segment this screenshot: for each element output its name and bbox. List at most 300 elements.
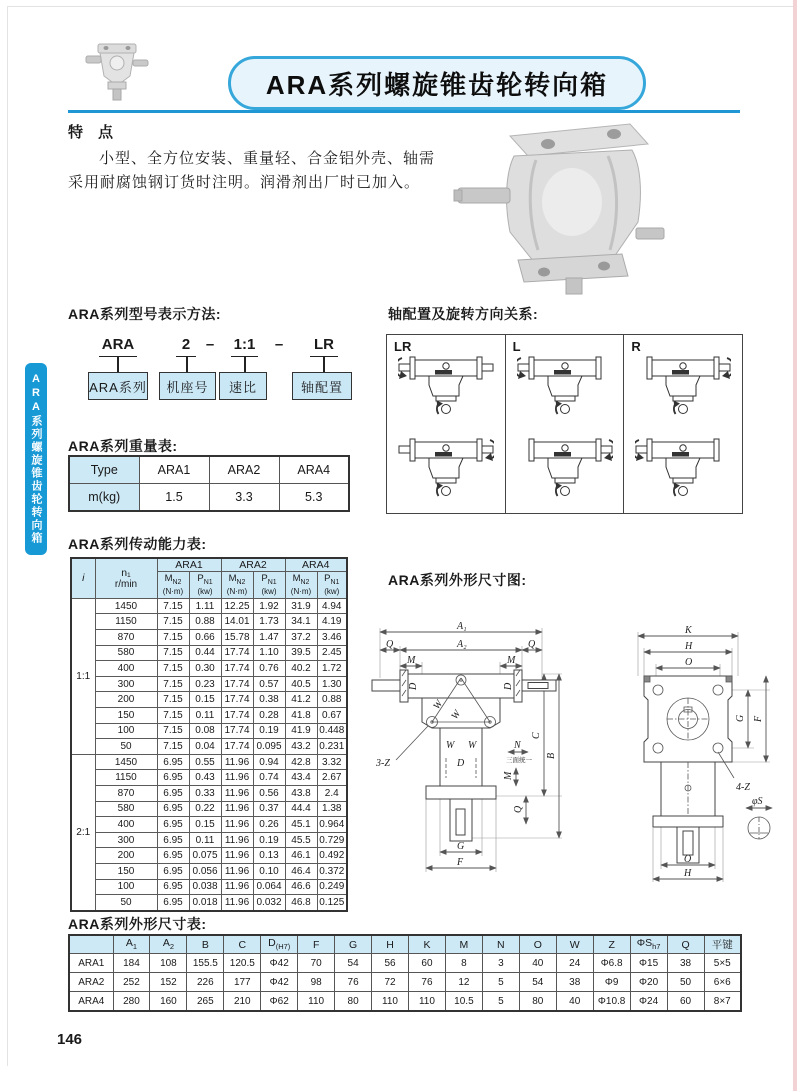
capacity-value-cell: 0.11 xyxy=(189,708,221,724)
capacity-value-cell: 1.30 xyxy=(317,676,347,692)
dim-value-cell: 8×7 xyxy=(704,992,741,1012)
capacity-value-cell: 17.74 xyxy=(221,676,253,692)
dim-value-cell: Φ62 xyxy=(261,992,298,1012)
rpm-cell: 100 xyxy=(95,879,157,895)
capacity-value-cell: 6.95 xyxy=(157,879,189,895)
capacity-value-cell: 0.729 xyxy=(317,832,347,848)
gearbox-diagram xyxy=(517,431,613,510)
capacity-value-cell: 43.2 xyxy=(285,739,317,755)
designation-box-ratio: 速比 xyxy=(219,372,267,400)
capacity-value-cell: 0.33 xyxy=(189,786,221,802)
gearbox-diagram xyxy=(398,431,494,510)
capacity-value-cell: 0.064 xyxy=(253,879,285,895)
capacity-value-cell: 3.32 xyxy=(317,754,347,770)
weight-value: 1.5 xyxy=(139,484,209,512)
rpm-cell: 1150 xyxy=(95,614,157,630)
side-view-drawing xyxy=(614,622,789,887)
designation-box-series: ARA系列 xyxy=(88,372,148,400)
capacity-row xyxy=(71,723,347,739)
dim-value-cell: 12 xyxy=(445,973,482,992)
capacity-value-cell: 0.038 xyxy=(189,879,221,895)
weight-header-type: Type xyxy=(69,456,139,484)
svg-text:D: D xyxy=(503,682,514,690)
dim-header-cell: O xyxy=(519,935,556,954)
capacity-value-cell: 0.448 xyxy=(317,723,347,739)
svg-text:Q: Q xyxy=(386,639,394,650)
rpm-cell: 300 xyxy=(95,676,157,692)
capacity-value-cell: 6.95 xyxy=(157,754,189,770)
features-line-2: 采用耐腐蚀钢订货时注明。润滑剂出厂时已加入。 xyxy=(68,174,421,191)
dim-header-cell: $D_{(H7)}$ xyxy=(261,935,298,954)
svg-text:O: O xyxy=(684,854,692,865)
svg-text:3-Z: 3-Z xyxy=(376,758,390,769)
dim-header-cell: K xyxy=(409,935,446,954)
capacity-value-cell: 3.46 xyxy=(317,630,347,646)
dim-value-cell: 56 xyxy=(372,954,409,973)
capacity-value-cell: 11.96 xyxy=(221,786,253,802)
capacity-value-cell: 6.95 xyxy=(157,801,189,817)
svg-text:G: G xyxy=(457,841,465,852)
rpm-cell: 300 xyxy=(95,832,157,848)
capacity-subcol-power: $P_{N1}$ (kw) xyxy=(317,572,347,599)
svg-text:N: N xyxy=(514,740,521,751)
gearbox-thumbnail-photo xyxy=(84,36,150,102)
dim-table-head-row xyxy=(69,935,741,954)
rpm-cell: 1150 xyxy=(95,770,157,786)
dim-value-cell: 70 xyxy=(298,954,335,973)
capacity-value-cell: 45.1 xyxy=(285,817,317,833)
capacity-value-cell: 1.73 xyxy=(253,614,285,630)
capacity-table-body xyxy=(71,598,347,910)
dim-value-cell: 152 xyxy=(150,973,187,992)
capacity-value-cell: 2.67 xyxy=(317,770,347,786)
capacity-value-cell: 46.4 xyxy=(285,863,317,879)
capacity-value-cell: 0.11 xyxy=(189,832,221,848)
capacity-value-cell: 31.9 xyxy=(285,598,317,614)
dim-value-cell: 10.5 xyxy=(445,992,482,1012)
capacity-value-cell: 11.96 xyxy=(221,801,253,817)
capacity-col-ara2: ARA2 xyxy=(221,558,285,572)
capacity-row xyxy=(71,692,347,708)
svg-text:D: D xyxy=(408,682,419,690)
capacity-value-cell: 0.372 xyxy=(317,863,347,879)
connector-line xyxy=(323,357,325,372)
dim-model-cell: ARA2 xyxy=(69,973,113,992)
svg-text:M: M xyxy=(507,655,516,666)
weight-header-model: ARA2 xyxy=(209,456,279,484)
designation-token-ratio: 1:1 xyxy=(231,336,258,357)
designation-box-size: 机座号 xyxy=(159,372,216,400)
capacity-value-cell: 17.74 xyxy=(221,661,253,677)
capacity-value-cell: 43.4 xyxy=(285,770,317,786)
dim-value-cell: 110 xyxy=(372,992,409,1012)
capacity-value-cell: 6.95 xyxy=(157,786,189,802)
dim-model-cell: ARA4 xyxy=(69,992,113,1012)
axis-cell-lr xyxy=(387,335,506,513)
weight-value: 5.3 xyxy=(279,484,349,512)
svg-text:A₁: A₁ xyxy=(457,621,467,632)
capacity-value-cell: 0.94 xyxy=(253,754,285,770)
capacity-value-cell: 0.43 xyxy=(189,770,221,786)
capacity-value-cell: 7.15 xyxy=(157,598,189,614)
svg-text:F: F xyxy=(457,857,464,868)
capacity-value-cell: 0.19 xyxy=(253,723,285,739)
capacity-row xyxy=(71,848,347,864)
dim-value-cell: 155.5 xyxy=(187,954,224,973)
dim-value-cell: 3 xyxy=(482,954,519,973)
dim-value-cell: 54 xyxy=(519,973,556,992)
dim-value-cell: 5×5 xyxy=(704,954,741,973)
capacity-value-cell: 7.15 xyxy=(157,630,189,646)
dim-value-cell: 98 xyxy=(298,973,335,992)
dim-value-cell: 60 xyxy=(409,954,446,973)
capacity-value-cell: 11.96 xyxy=(221,879,253,895)
dim-value-cell: 72 xyxy=(372,973,409,992)
capacity-value-cell: 0.125 xyxy=(317,895,347,911)
capacity-value-cell: 2.4 xyxy=(317,786,347,802)
speed-ratio-cell: 1:1 xyxy=(71,598,95,754)
dim-value-cell: 5 xyxy=(482,973,519,992)
dim-value-cell: Φ10.8 xyxy=(593,992,630,1012)
designation-token-shaft: LR xyxy=(310,336,338,357)
dim-header-cell: G xyxy=(335,935,372,954)
dim-model-cell: ARA1 xyxy=(69,954,113,973)
dim-value-cell: 110 xyxy=(409,992,446,1012)
dimension-table-title: ARA系列外形尺寸表: xyxy=(68,916,207,932)
rpm-cell: 870 xyxy=(95,786,157,802)
designation-dash: – xyxy=(205,336,215,353)
axis-cell-label: LR xyxy=(394,339,412,354)
rpm-cell: 400 xyxy=(95,817,157,833)
dim-value-cell: Φ24 xyxy=(630,992,667,1012)
dim-table-body xyxy=(69,954,741,1012)
features-heading: 特 点 xyxy=(68,124,114,141)
capacity-value-cell: 46.1 xyxy=(285,848,317,864)
capacity-value-cell: 6.95 xyxy=(157,863,189,879)
rpm-cell: 870 xyxy=(95,630,157,646)
axis-cell-l xyxy=(506,335,625,513)
capacity-value-cell: 0.38 xyxy=(253,692,285,708)
designation-token-series: ARA xyxy=(99,336,137,357)
connector-line xyxy=(244,357,246,372)
capacity-row xyxy=(71,708,347,724)
dim-header-cell: H xyxy=(372,935,409,954)
capacity-row xyxy=(71,739,347,755)
capacity-value-cell: 40.2 xyxy=(285,661,317,677)
capacity-value-cell: 6.95 xyxy=(157,832,189,848)
dim-value-cell: 265 xyxy=(187,992,224,1012)
dim-header-cell: Z xyxy=(593,935,630,954)
capacity-value-cell: 0.57 xyxy=(253,676,285,692)
capacity-value-cell: 7.15 xyxy=(157,661,189,677)
dim-header-cell: 平键 xyxy=(704,935,741,954)
weight-row-label: m(kg) xyxy=(69,484,139,512)
svg-text:C: C xyxy=(531,732,542,739)
designation-box-shaft: 轴配置 xyxy=(292,372,352,400)
svg-text:W: W xyxy=(446,740,455,751)
capacity-value-cell: 41.2 xyxy=(285,692,317,708)
capacity-value-cell: 0.15 xyxy=(189,692,221,708)
capacity-value-cell: 17.74 xyxy=(221,708,253,724)
dim-value-cell: 54 xyxy=(335,954,372,973)
capacity-value-cell: 17.74 xyxy=(221,739,253,755)
svg-text:A₂: A₂ xyxy=(457,639,467,650)
capacity-row xyxy=(71,645,347,661)
capacity-value-cell: 0.19 xyxy=(253,832,285,848)
weight-header-model: ARA4 xyxy=(279,456,349,484)
capacity-value-cell: 15.78 xyxy=(221,630,253,646)
capacity-value-cell: 0.249 xyxy=(317,879,347,895)
capacity-value-cell: 46.8 xyxy=(285,895,317,911)
capacity-value-cell: 1.11 xyxy=(189,598,221,614)
capacity-col-n1: n₁ r/min xyxy=(95,558,157,598)
svg-text:M: M xyxy=(503,771,514,780)
capacity-value-cell: 4.19 xyxy=(317,614,347,630)
capacity-row xyxy=(71,832,347,848)
rpm-cell: 400 xyxy=(95,661,157,677)
svg-text:H: H xyxy=(684,868,692,879)
capacity-value-cell: 17.74 xyxy=(221,692,253,708)
capacity-value-cell: 0.56 xyxy=(253,786,285,802)
capacity-col-ara4: ARA4 xyxy=(285,558,347,572)
svg-text:W: W xyxy=(468,740,477,751)
rpm-cell: 150 xyxy=(95,708,157,724)
capacity-value-cell: 1.47 xyxy=(253,630,285,646)
capacity-value-cell: 43.8 xyxy=(285,786,317,802)
capacity-value-cell: 6.95 xyxy=(157,817,189,833)
dim-value-cell: Φ42 xyxy=(261,973,298,992)
capacity-subcol-torque: $M_{N2}$ (N·m) xyxy=(157,572,189,599)
dim-value-cell: 6×6 xyxy=(704,973,741,992)
rpm-cell: 150 xyxy=(95,863,157,879)
capacity-row xyxy=(71,786,347,802)
capacity-value-cell: 0.964 xyxy=(317,817,347,833)
capacity-row xyxy=(71,770,347,786)
capacity-value-cell: 6.95 xyxy=(157,848,189,864)
capacity-col-ara1: ARA1 xyxy=(157,558,221,572)
rpm-cell: 200 xyxy=(95,848,157,864)
dimension-table xyxy=(68,934,742,1012)
axis-cell-label: L xyxy=(512,339,521,354)
capacity-value-cell: 4.94 xyxy=(317,598,347,614)
capacity-row xyxy=(71,754,347,770)
capacity-value-cell: 45.5 xyxy=(285,832,317,848)
dim-value-cell: 177 xyxy=(224,973,261,992)
capacity-row xyxy=(71,895,347,911)
capacity-row xyxy=(71,801,347,817)
capacity-value-cell: 17.74 xyxy=(221,723,253,739)
designation-title: ARA系列型号表示方法: xyxy=(68,306,221,322)
capacity-value-cell: 0.04 xyxy=(189,739,221,755)
dim-value-cell: 184 xyxy=(113,954,150,973)
capacity-value-cell: 37.2 xyxy=(285,630,317,646)
capacity-value-cell: 0.76 xyxy=(253,661,285,677)
dim-header-cell: C xyxy=(224,935,261,954)
gearbox-diagram xyxy=(398,349,494,428)
capacity-value-cell: 7.15 xyxy=(157,692,189,708)
svg-text:B: B xyxy=(546,752,557,759)
capacity-value-cell: 0.15 xyxy=(189,817,221,833)
capacity-value-cell: 7.15 xyxy=(157,723,189,739)
dim-value-cell: 38 xyxy=(667,954,704,973)
page-title: ARA系列螺旋锥齿轮转向箱 xyxy=(228,56,646,110)
dim-value-cell: 280 xyxy=(113,992,150,1012)
dim-value-cell: 60 xyxy=(667,992,704,1012)
weight-header-model: ARA1 xyxy=(139,456,209,484)
capacity-value-cell: 39.5 xyxy=(285,645,317,661)
capacity-value-cell: 0.26 xyxy=(253,817,285,833)
dim-row xyxy=(69,992,741,1012)
weight-table xyxy=(68,455,350,512)
dim-value-cell: 80 xyxy=(335,992,372,1012)
rpm-cell: 200 xyxy=(95,692,157,708)
dim-header-cell xyxy=(69,935,113,954)
capacity-value-cell: 0.74 xyxy=(253,770,285,786)
svg-text:Q: Q xyxy=(513,805,524,813)
dim-header-cell: F xyxy=(298,935,335,954)
product-photo xyxy=(452,110,667,296)
capacity-value-cell: 0.30 xyxy=(189,661,221,677)
capacity-value-cell: 0.67 xyxy=(317,708,347,724)
capacity-value-cell: 0.032 xyxy=(253,895,285,911)
svg-text:W: W xyxy=(431,698,446,712)
dimension-figure-title: ARA系列外形尺寸图: xyxy=(388,572,527,588)
capacity-value-cell: 17.74 xyxy=(221,645,253,661)
capacity-value-cell: 0.492 xyxy=(317,848,347,864)
dim-header-cell: B xyxy=(187,935,224,954)
connector-line xyxy=(186,357,188,372)
dim-value-cell: 40 xyxy=(556,992,593,1012)
capacity-value-cell: 0.28 xyxy=(253,708,285,724)
capacity-value-cell: 34.1 xyxy=(285,614,317,630)
page-edge-right xyxy=(793,0,797,1091)
capacity-value-cell: 11.96 xyxy=(221,770,253,786)
capacity-value-cell: 46.6 xyxy=(285,879,317,895)
svg-text:Q: Q xyxy=(528,639,536,650)
axis-config-box xyxy=(386,334,743,514)
svg-text:三面统一: 三面统一 xyxy=(506,757,532,764)
front-view-drawing xyxy=(362,618,587,888)
capacity-value-cell: 1.92 xyxy=(253,598,285,614)
rpm-cell: 1450 xyxy=(95,754,157,770)
page-number: 146 xyxy=(57,1031,83,1048)
capacity-value-cell: 0.44 xyxy=(189,645,221,661)
dim-value-cell: 40 xyxy=(519,954,556,973)
capacity-value-cell: 44.4 xyxy=(285,801,317,817)
features-line-1: 小型、全方位安装、重量轻、合金铝外壳、轴需 xyxy=(99,150,436,167)
svg-text:F: F xyxy=(753,715,764,722)
rpm-cell: 100 xyxy=(95,723,157,739)
dim-row xyxy=(69,973,741,992)
dim-value-cell: 120.5 xyxy=(224,954,261,973)
capacity-subcol-power: $P_{N1}$ (kw) xyxy=(253,572,285,599)
capacity-value-cell: 11.96 xyxy=(221,832,253,848)
axis-config-title: 轴配置及旋转方向关系: xyxy=(388,306,539,322)
capacity-value-cell: 1.38 xyxy=(317,801,347,817)
dim-header-cell: N xyxy=(482,935,519,954)
svg-text:D: D xyxy=(457,758,465,769)
svg-text:M: M xyxy=(407,655,416,666)
capacity-value-cell: 41.9 xyxy=(285,723,317,739)
rpm-cell: 580 xyxy=(95,801,157,817)
capacity-value-cell: 1.72 xyxy=(317,661,347,677)
svg-text:4-Z: 4-Z xyxy=(736,782,750,793)
svg-text:φS: φS xyxy=(752,796,763,807)
axis-cell-r xyxy=(624,335,742,513)
dim-value-cell: 110 xyxy=(298,992,335,1012)
dim-value-cell: 80 xyxy=(519,992,556,1012)
capacity-value-cell: 11.96 xyxy=(221,817,253,833)
capacity-row xyxy=(71,879,347,895)
capacity-subcol-power: $P_{N1}$ (kw) xyxy=(189,572,221,599)
capacity-value-cell: 2.45 xyxy=(317,645,347,661)
dim-value-cell: 50 xyxy=(667,973,704,992)
dim-value-cell: 160 xyxy=(150,992,187,1012)
dim-value-cell: 210 xyxy=(224,992,261,1012)
dim-value-cell: 5 xyxy=(482,992,519,1012)
dim-header-cell: W xyxy=(556,935,593,954)
capacity-value-cell: 7.15 xyxy=(157,708,189,724)
capacity-value-cell: 11.96 xyxy=(221,754,253,770)
capacity-value-cell: 0.66 xyxy=(189,630,221,646)
capacity-value-cell: 7.15 xyxy=(157,645,189,661)
dim-row xyxy=(69,954,741,973)
capacity-value-cell: 0.55 xyxy=(189,754,221,770)
capacity-subcol-torque: $M_{N2}$ (N·m) xyxy=(221,572,253,599)
capacity-value-cell: 11.96 xyxy=(221,863,253,879)
rpm-cell: 1450 xyxy=(95,598,157,614)
dim-value-cell: Φ9 xyxy=(593,973,630,992)
capacity-value-cell: 11.96 xyxy=(221,895,253,911)
dim-value-cell: 24 xyxy=(556,954,593,973)
dim-value-cell: 38 xyxy=(556,973,593,992)
capacity-value-cell: 0.231 xyxy=(317,739,347,755)
capacity-value-cell: 7.15 xyxy=(157,739,189,755)
capacity-row xyxy=(71,614,347,630)
capacity-value-cell: 0.018 xyxy=(189,895,221,911)
capacity-value-cell: 14.01 xyxy=(221,614,253,630)
rpm-cell: 580 xyxy=(95,645,157,661)
capacity-subcol-torque: $M_{N2}$ (N·m) xyxy=(285,572,317,599)
capacity-value-cell: 12.25 xyxy=(221,598,253,614)
capacity-value-cell: 0.88 xyxy=(317,692,347,708)
dim-value-cell: 76 xyxy=(335,973,372,992)
capacity-value-cell: 6.95 xyxy=(157,770,189,786)
dim-value-cell: Φ15 xyxy=(630,954,667,973)
capacity-value-cell: 0.075 xyxy=(189,848,221,864)
side-tab: ARA系列螺旋锥齿轮转向箱 xyxy=(25,363,47,555)
capacity-row xyxy=(71,598,347,614)
capacity-value-cell: 0.88 xyxy=(189,614,221,630)
capacity-row xyxy=(71,863,347,879)
gearbox-diagram xyxy=(635,431,731,510)
speed-ratio-cell: 2:1 xyxy=(71,754,95,910)
dim-header-cell: $\Phi S_{h7}$ xyxy=(630,935,667,954)
capacity-value-cell: 0.22 xyxy=(189,801,221,817)
dim-header-cell: Q xyxy=(667,935,704,954)
capacity-value-cell: 7.15 xyxy=(157,614,189,630)
dim-value-cell: Φ6.8 xyxy=(593,954,630,973)
gearbox-diagram xyxy=(635,349,731,428)
capacity-row xyxy=(71,630,347,646)
gearbox-diagram xyxy=(517,349,613,428)
axis-cell-label: R xyxy=(631,339,641,354)
rpm-cell: 50 xyxy=(95,895,157,911)
capacity-value-cell: 0.10 xyxy=(253,863,285,879)
weight-table-title: ARA系列重量表: xyxy=(68,438,178,454)
svg-text:O: O xyxy=(685,657,693,668)
dim-value-cell: 8 xyxy=(445,954,482,973)
